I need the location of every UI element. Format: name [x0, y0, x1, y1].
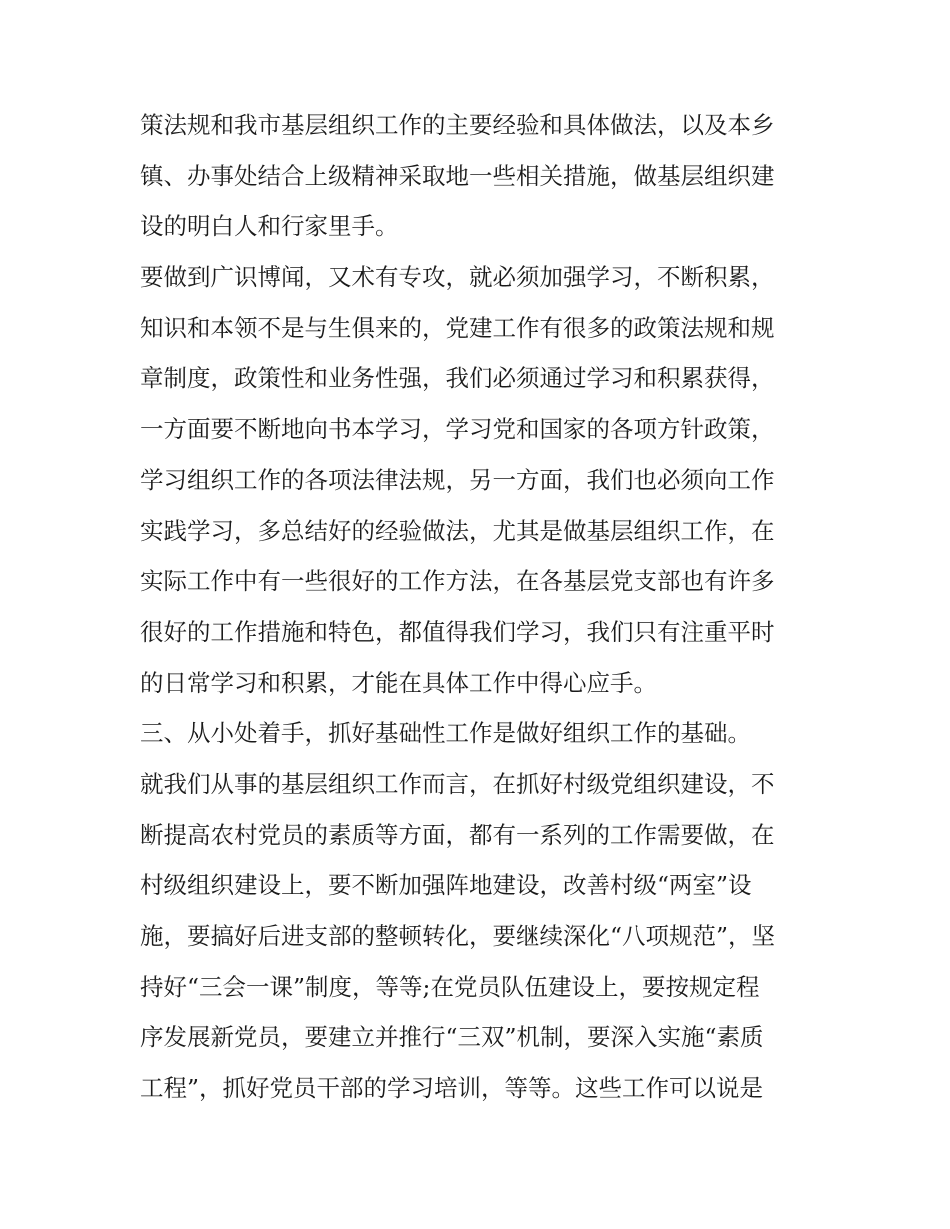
- body-text: [140, 100, 820, 1114]
- text-line: 工程”，抓好党员干部的学习培训，等等。这些工作可以说是: [140, 1074, 764, 1103]
- text-line: 学习组织工作的各项法律法规，另一方面，我们也必须向工作: [140, 465, 775, 494]
- text-line: 持好“三会一课”制度，等等;在党员队伍建设上，要按规定程: [140, 972, 760, 1001]
- text-line: 序发展新党员，要建立并推行“三双”机制，要深入实施“素质: [140, 1023, 764, 1052]
- text-line: 设的明白人和行家里手。: [140, 212, 399, 241]
- text-line: 很好的工作措施和特色，都值得我们学习，我们只有注重平时: [140, 617, 775, 646]
- text-line: 策法规和我市基层组织工作的主要经验和具体做法，以及本乡: [140, 111, 775, 139]
- text-line: 实践学习，多总结好的经验做法，尤其是做基层组织工作，在: [140, 516, 775, 545]
- text-line: 章制度，政策性和业务性强，我们必须通过学习和积累获得，: [140, 364, 775, 393]
- text-line: 村级组织建设上，要不断加强阵地建设，改善村级“两室”设: [140, 871, 752, 900]
- text-line: 施，要搞好后进支部的整顿转化，要继续深化“八项规范”，坚: [140, 922, 776, 950]
- text-line: 实际工作中有一些很好的工作方法，在各基层党支部也有许多: [140, 567, 775, 596]
- text-line: 的日常学习和积累，才能在具体工作中得心应手。: [140, 668, 657, 697]
- text-line: 知识和本领不是与生俱来的，党建工作有很多的政策法规和规: [140, 313, 775, 342]
- text-line: 一方面要不断地向书本学习，学习党和国家的各项方针政策，: [140, 415, 775, 444]
- section-heading: 三、从小处着手，抓好基础性工作是做好组织工作的基础。: [140, 719, 751, 748]
- text-line: 就我们从事的基层组织工作而言，在抓好村级党组织建设，不: [140, 769, 775, 798]
- text-line: 断提高农村党员的素质等方面，都有一系列的工作需要做，在: [140, 820, 775, 849]
- text-line: 镇、办事处结合上级精神采取地一些相关措施，做基层组织建: [140, 161, 775, 190]
- text-line: 要做到广识博闻，又术有专攻，就必须加强学习，不断积累，: [140, 263, 775, 292]
